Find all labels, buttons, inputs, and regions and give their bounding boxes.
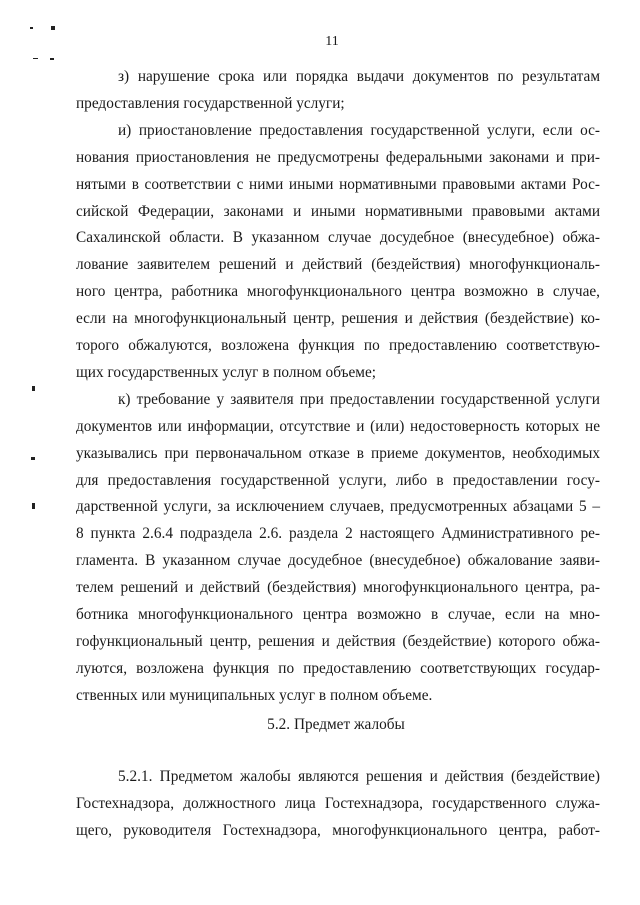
text-line: ственных или муниципальных услуг в полном объеме. <box>76 686 433 704</box>
scan-mark-top-left-2 <box>51 26 55 30</box>
text-line: для предоставления государственной услуги, либо в предоставлении госу- <box>76 471 600 489</box>
scan-mark-left-2 <box>31 457 35 460</box>
text-line: к) требование у заявителя при предоставлении государственной услуги <box>118 390 600 408</box>
text-line: луются, возложена функция по предоставлению соответствующих государ- <box>76 659 600 677</box>
scan-mark-left-1 <box>32 386 35 391</box>
text-line: Гостехнадзора, должностного лица Гостехнадзора, государственного служа- <box>76 794 600 812</box>
scan-mark-left-3 <box>32 503 35 509</box>
text-line: Сахалинской области. В указанном случае досудебное (внесудебное) обжа- <box>76 229 600 247</box>
text-line: 5.2.1. Предметом жалобы являются решения и действия (бездействие) <box>118 768 600 785</box>
text-line: документов или информации, отсутствие и (или) недостоверность которых не <box>76 417 600 435</box>
section-heading: 5.2. Предмет жалобы <box>267 716 405 733</box>
scan-mark-top-left-3 <box>33 58 38 59</box>
text-line: ного центра, работника многофункционального центра возможно в случае, <box>76 283 600 301</box>
text-line: предоставления государственной услуги; <box>76 94 345 112</box>
text-line: лование заявителем решений и действий (бездействия) многофункциональ- <box>76 256 600 274</box>
scan-mark-top-left-4 <box>50 58 54 60</box>
text-line: если на многофункциональный центр, решения и действия (бездействие) ко- <box>76 310 600 328</box>
text-line: щего, руководителя Гостехнадзора, многофункционального центра, работ- <box>76 821 600 839</box>
text-line: щих государственных услуг в полном объеме; <box>76 363 377 381</box>
text-line: з) нарушение срока или порядка выдачи документов по результатам <box>118 68 600 85</box>
text-line: ботника многофункционального центра возможно в случае, если на мно- <box>76 606 600 623</box>
text-line: сийской Федерации, законами и иными нормативными правовыми актами <box>76 202 600 220</box>
text-line: и) приостановление предоставления государственной услуги, если ос- <box>118 121 600 139</box>
text-line: торого обжалуются, возложена функция по предоставлению соответствую- <box>76 337 600 354</box>
text-line: дарственной услуги, за исключением случаев, предусмотренных абзацами 5 – <box>76 498 600 516</box>
text-line: телем решений и действий (бездействия) многофункционального центра, ра- <box>76 579 600 597</box>
page-number: 11 <box>325 34 339 49</box>
text-line: 8 пункта 2.6.4 подраздела 2.6. раздела 2 настоящего Административного ре- <box>76 525 600 543</box>
scan-mark-top-left-1 <box>30 27 33 29</box>
text-line: нятыми в соответствии с ними иными нормативными правовыми актами Рос- <box>76 175 600 193</box>
text-line: указывались при первоначальном отказе в приеме документов, необходимых <box>76 444 600 462</box>
text-line: нования приостановления не предусмотрены федеральными законами и при- <box>76 148 600 166</box>
text-line: гофункциональный центр, решения и действия (бездействие) которого обжа- <box>76 632 600 650</box>
text-line: гламента. В указанном случае досудебное (внесудебное) обжалование заяви- <box>76 552 600 570</box>
